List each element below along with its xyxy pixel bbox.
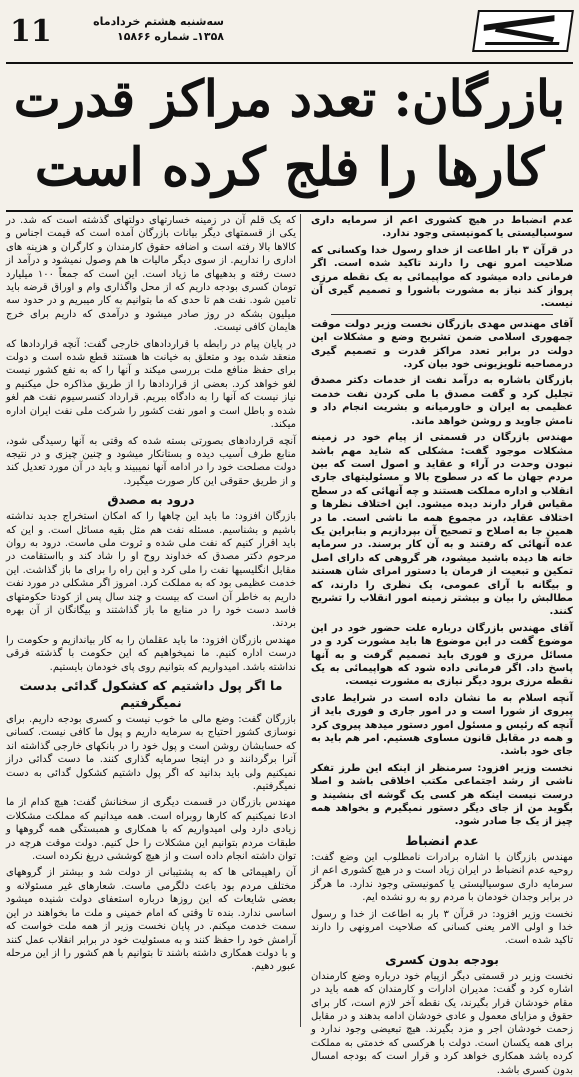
article-paragraph: مهندس بازرگان در قسمت دیگری از سخنانش گفت: هیچ کدام از ما ادعا نمیکنیم که کارها روبراه است. همه میدانیم که مملکت مشکلات زیادی دارد ولی امیدواریم که با همکاری و همبستگی همه گروهها و طبقات مردم بتوانیم این مشکلات را حل کنیم. دولت موقت هرچه در توان داشته انجام داده است و از هیچ کوششی دریغ نکرده است. <box>6 797 296 863</box>
header-divider <box>6 62 573 64</box>
article-paragraph: آن راهپیمائی ها که به پشتیبانی از دولت شد و بیشتر از گروههای مختلف مردم بود باعث دلگرمی ماست. شعارهای غیر مسئولانه و بعضی شایعات که این روزها درباره استعفای دولت شنیده میشود اساسی ندارد. بنده تا وقتی که امام خمینی و ملت ما بخواهند در این سمت خدمت میکنم. در پایان نخست وزیر از همه ملت خواست که آرامش خود را حفظ کنند و به مسئولیت خود در برابر انقلاب عمل کنند و با دولت همکاری داشته باشند تا بتوانیم با هم کشور را از این مرحله عبور دهیم. <box>6 867 296 973</box>
article-paragraph: آنچه اسلام به ما نشان داده است در شرایط عادی پیروی از شورا است و در امور جاری و فوری باید از آنچه که رئیس و مسئول امور دستور میدهد پیروی کرد و همه در مقابل قانون مساوی هستیم. امر هم باید به جای خود باشد. <box>311 692 573 758</box>
date-block <box>74 14 224 44</box>
article-paragraph: که یک قلم آن در زمینه خسارتهای دولتهای گذشته است که شد. در یکی از قسمتهای دیگر بیانات بازرگان آمده است که قیمت اجناس و کالاها بالا رفته است و اضافه حقوق کارمندان و کارگران و هزینه های اداری را نداریم. از سوی دیگر مالیات ها هم وصول نمیشود و درآمد از دست رفته و بدهیهای ما زیاد است. این است که جمعاً ۱۰۰ میلیارد تومان کسری بودجه داریم که از محل واگذاری وام و اوراق قرضه باید تامین شود. نفت هم تا حدی که ما بتوانیم به کار میبریم و در حدود سه میلیون بشکه در روز صادر میشود و درآمدی که داریم برای خرج هایمان کافی نیست. <box>6 215 296 334</box>
date-line: سه‌شنبه هشتم خردادماه <box>93 15 224 28</box>
headline-divider <box>6 210 573 212</box>
article-paragraph: مهندس بازرگان در قسمتی از پیام خود در زمینه مشکلات موجود گفت: مشکلی که شاید مهم باشد نبودن وحدت در آراء و عقاید و اصول است که بین مردم جهان ما که در سطوح بالا و مسئولیتهای جاری انقلاب و اداره مملکت هستند و چه آنهائی که در سطح مقیاس قرار دارند دیده میشود. این اختلاف نظرها و اختلاف عقاید، در مجموع همه ما ناشی است. ما در همین جا به اصلاح و تصحیح آن بپردازیم و بنابراین یک عده آنهائی که رفتند و به آن کار برسند. در سرمایه خانه ها دیده باشید میشود، هر گروهی که دارای اصل تمکین و تبعیت از فرمان یا دستور امرای شان هستند و بیگانه با آرای عمومی، یک نظری را دارند، که مطالبش را بیان و بیشتر زمینه امور انقلاب را تشریح کنند. <box>311 432 573 618</box>
subheading: درود به مصدق <box>107 492 195 508</box>
page-header <box>0 0 579 62</box>
article-paragraph: نخست وزیر افزود: در قرآن ۳ بار به اطاعت از خدا و رسول خدا و اولی الامر یعنی کسانی که صلاحیت امرونهی را دارند تاکید شده است. <box>311 908 573 947</box>
article-paragraph: در پایان پیام در رابطه با قراردادهای خارجی گفت: آنچه قراردادها که منعقد شده بود و متعلق به خیانت ها هستند قطع شده است و دولت برای حفظ منافع ملت بررسی میکند و آنها را که به نفع کشور نیست لغو خواهد کرد. بعضی از قراردادها را از طریق مذاکره حل میکنیم و نیاز نیست که آنها را به دادگاه ببریم. قرارداد کنسرسیوم نفت هم لغو شده و باطل است و امور نفت کشور را شرکت ملی نفت ایران اداره میکند. <box>6 338 296 431</box>
headline-line-1: بازرگان: تعدد مراکز قدرت <box>13 69 566 128</box>
article-paragraph: نخست وزیر افزود: سرمنظر از اینکه این طرز تفکر ناشی از رشد اجتماعی مکتب اخلاقی باشد و اصلا درست نیست اینکه هر کسی یک گوشه ای بنشیند و بگوید من از جای دیگر دستور نمیگیرم و بخواهد همه چیز از یک جا صادر شود. <box>311 762 573 828</box>
newspaper-logo <box>472 10 574 52</box>
article-paragraph: آقای مهندس بازرگان درباره علت حضور خود در این موضوع گفت در این موضوع ها باید مشورت کرد و در مسائل مرزی و فوری باید تصمیم گرفت و به آنها پاسخ داد. اگر فرمانی داده شود که هواپیمائی به یک نقطه مرزی برود دیگر نیازی به مشورت نیست. <box>311 622 573 688</box>
lead-paragraph: عدم انضباط در هیچ کشوری اعم از سرمایه داری سوسیالیستی یا کمونیستی وجود ندارد. <box>311 215 573 240</box>
article-paragraph: آقای مهندس مهدی بازرگان نخست وزیر دولت موقت جمهوری اسلامی ضمن تشریح وضع و مشکلات این دولت در برابر تعدد مراکز قدرت و تصمیم گیری درمصاحبه تلویزیونی خود بیان کرد. <box>311 318 573 371</box>
article-paragraph: نخست وزیر در قسمتی دیگر ازپیام خود درباره وضع کارمندان اشاره کرد و گفت: مدیران ادارات و کارمندان که همه باید در مقام خودشان قرار بگیرند، یک نقطه آخر لازم است، کار برای حقوق و مزایای معمول و عادی خودشان ادامه بدهند و در مقابل زحمت خودشان اجر و مزد بگیرند. هیچ تبعیضی وجود ندارد و برای همه یکسان است. دولت با هرکسی که خدمتی به مملکت کرده باشد همکاری خواهد کرد و قرار است که بودجه امسال بدون کسری باشد. <box>311 970 573 1076</box>
logo-stroke <box>484 15 555 31</box>
article-paragraph: بازرگان گفت: وضع مالی ما خوب نیست و کسری بودجه داریم. برای نوسازی کشور احتیاج به سرمایه داریم و پول ما کافی نیست. کسانی که حسابشان روشن است و پول خود را در بانکهای خارجی گذاشته اند آنرا برگردانند و در اینجا سرمایه گذاری کنند. ما دست گدائی دراز نمیکنیم ولی باید بدانید که اگر پول داشتیم کشکول گدائی به دست نمیگرفتیم. <box>6 714 296 793</box>
article-paragraph: بازرگان افزود: ما باید این چاهها را که امکان استخراج جدید نداشته باشیم و بشناسیم. مسئله نفت هم مثل بقیه مسائل است. و این که باید اقرار کنیم که نفت ملی شده و ثروت ملی ماست. درود به روان مرحوم دکتر مصدق که خداوند روح او را شاد کند و بااستقامت در مقابل انگلیسیها نفت را ملی کرد و این راه را برای ما باز گذاشت. این خدمت عظیمی بود که به مملکت کرد. امروز اگر مشکلی در مورد نفت داریم به خاطر آن است که بیست و چند سال پس از کودتا حکومتهای فاسد دست خود را در منابع ما باز گذاشتند و بیگانگان از آن بهره بردند. <box>6 511 296 630</box>
issue-line: ۱۳۵۸ـ شماره ۱۵۸۶۶ <box>116 30 224 43</box>
article-paragraph: مهندس بازرگان با اشاره برادرات نامطلوب این وضع گفت: روحیه عدم انضباط در ایران زیاد است و در هیچ کشوری اعم از سرمایه داری سوسیالیستی یا کمونیستی وجود ندارد. ما هرگز در برابر وجدان خودمان با مردم رو به رو نشده ایم. <box>311 851 573 904</box>
logo-stroke <box>485 42 559 45</box>
subheading: عدم انضباط <box>405 832 479 848</box>
page-number: 11 <box>10 14 52 49</box>
subheading: بودجه بدون کسری <box>385 951 499 967</box>
headline <box>0 68 579 198</box>
article-column-left <box>6 214 296 1027</box>
article-column-right <box>311 214 573 1076</box>
article-paragraph: مهندس بازرگان افزود: ما باید عقلمان را به کار بیاندازیم و حکومت را درست اداره کنیم. ما نمیخواهیم که این حکومت با گذشته فرقی نداشته باشد. امیدواریم که بتوانیم روی پای خودمان بایستیم. <box>6 634 296 673</box>
section-divider <box>331 314 553 315</box>
logo-stroke <box>495 27 554 42</box>
headline-line-2: کارها را فلج کرده است <box>34 137 545 198</box>
lead-paragraph: در قرآن ۳ بار اطاعت از خداو رسول خدا وکسانی که صلاحیت امرو نهی را دارند تاکید شده است. اگر فرمانی داده میشود که مواپیمائی به یک نقطه مرزی پرواز کند نیاز به مشورت باشورا و تصمیم گیری آن نیست. <box>311 244 573 310</box>
article-paragraph: بازرگان باشاره به درآمد نفت از خدمات دکتر مصدق تجلیل کرد و گفت مصدق با ملی کردن نفت خدمت عظیمی به ایران و خاورمیانه و بشریت انجام داد و نامش جاوید و روشن خواهد ماند. <box>311 375 573 427</box>
article-paragraph: آنچه قراردادهای بصورتی بسته شده که وقتی به آنها رسیدگی شود، منابع طرف آسیب دیده و بستانکار میشود و چنین چیزی و در نتیجه دولت مصلحت خود را در ادامه آنها نمیبیند و باید در آن مورد تعدیل کند و از طریق حقوقی این کار صورت میگیرد. <box>6 435 296 487</box>
column-divider <box>300 214 301 1027</box>
subheading: ما اگر پول داشتیم که کشکول گدائی بدست نمیگرفتیم <box>19 678 283 710</box>
